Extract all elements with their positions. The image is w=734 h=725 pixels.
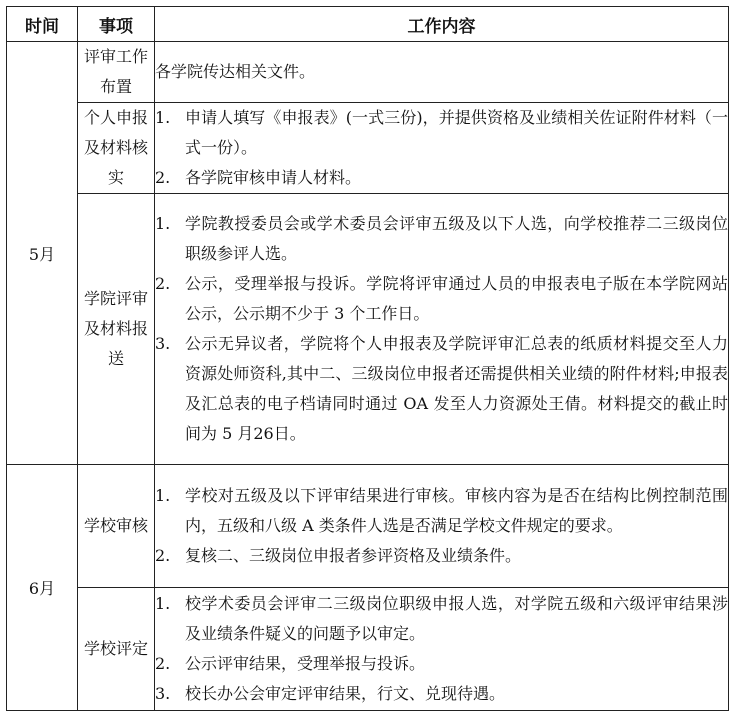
list-text: 申请人填写《申报表》(一式三份)，并提供资格及业绩相关佐证附件材料（一式一份）。 [185, 108, 728, 157]
content-cell [155, 194, 729, 465]
list-text: 校学术委员会评审二三级岗位职级申报人选，对学院五级和六级评审结果涉及业绩条件疑义的问题予以审定。 [185, 594, 728, 643]
list-item [155, 329, 728, 449]
list-number: 2. [155, 546, 171, 565]
list-text: 公示无异议者，学院将个人申报表及学院评审汇总表的纸质材料提交至人力资源处师资科,其中二、三级岗位申报者还需提供相关业绩的附件材料;申报表及汇总表的电子档请同时通过 OA 发至人力资源处王倩。材料提交的截止时间为 5 月26日。 [185, 334, 728, 443]
list-number: 1. [155, 108, 171, 127]
list-item [155, 209, 728, 269]
item-label: 评审工作布置 [78, 42, 155, 103]
header-time: 时间 [7, 7, 78, 42]
list-number: 1. [155, 214, 171, 233]
list-text: 学校对五级及以下评审结果进行审核。审核内容为是否在结构比例控制范围内，五级和八级 A 类条件人选是否满足学校文件规定的要求。 [185, 486, 728, 535]
list-number: 3. [155, 684, 171, 703]
table-row [7, 103, 729, 194]
content-text: 各学院传达相关文件。 [155, 62, 316, 81]
content-list [155, 103, 728, 193]
table-row [7, 42, 729, 103]
list-number: 1. [155, 594, 171, 613]
content-list [155, 589, 728, 709]
list-item [155, 541, 728, 571]
list-item [155, 163, 728, 193]
content-cell [155, 42, 729, 103]
list-item [155, 481, 728, 541]
list-text: 公示评审结果，受理举报与投诉。 [185, 654, 426, 673]
list-number: 2. [155, 168, 171, 187]
table-row [7, 588, 729, 711]
header-row [7, 7, 729, 42]
content-cell [155, 588, 729, 711]
list-item [155, 269, 728, 329]
list-text: 各学院审核申请人材料。 [185, 168, 362, 187]
item-label: 学校审核 [78, 465, 155, 588]
list-text: 复核二、三级岗位申报者参评资格及业绩条件。 [185, 546, 522, 565]
list-item [155, 589, 728, 649]
content-list [155, 481, 728, 571]
item-label: 学校评定 [78, 588, 155, 711]
list-text: 校长办公会审定评审结果，行文、兑现待遇。 [185, 684, 506, 703]
list-item [155, 679, 728, 709]
table-row [7, 194, 729, 465]
list-text: 学院教授委员会或学术委员会评审五级及以下人选，向学校推荐二三级岗位职级参评人选。 [185, 214, 728, 263]
content-list [155, 209, 728, 449]
header-item: 事项 [78, 7, 155, 42]
list-number: 2. [155, 274, 171, 293]
month-cell-june: 6月 [7, 465, 78, 711]
month-cell-may: 5月 [7, 42, 78, 465]
list-item [155, 649, 728, 679]
list-number: 2. [155, 654, 171, 673]
item-label: 学院评审及材料报送 [78, 194, 155, 465]
list-number: 1. [155, 486, 171, 505]
content-cell [155, 103, 729, 194]
header-content: 工作内容 [155, 7, 729, 42]
list-number: 3. [155, 334, 171, 353]
content-cell [155, 465, 729, 588]
item-label: 个人申报及材料核实 [78, 103, 155, 194]
list-text: 公示，受理举报与投诉。学院将评审通过人员的申报表电子版在本学院网站公示，公示期不少于 3 个工作日。 [185, 274, 728, 323]
schedule-table [6, 6, 729, 711]
table-row [7, 465, 729, 588]
list-item [155, 103, 728, 163]
